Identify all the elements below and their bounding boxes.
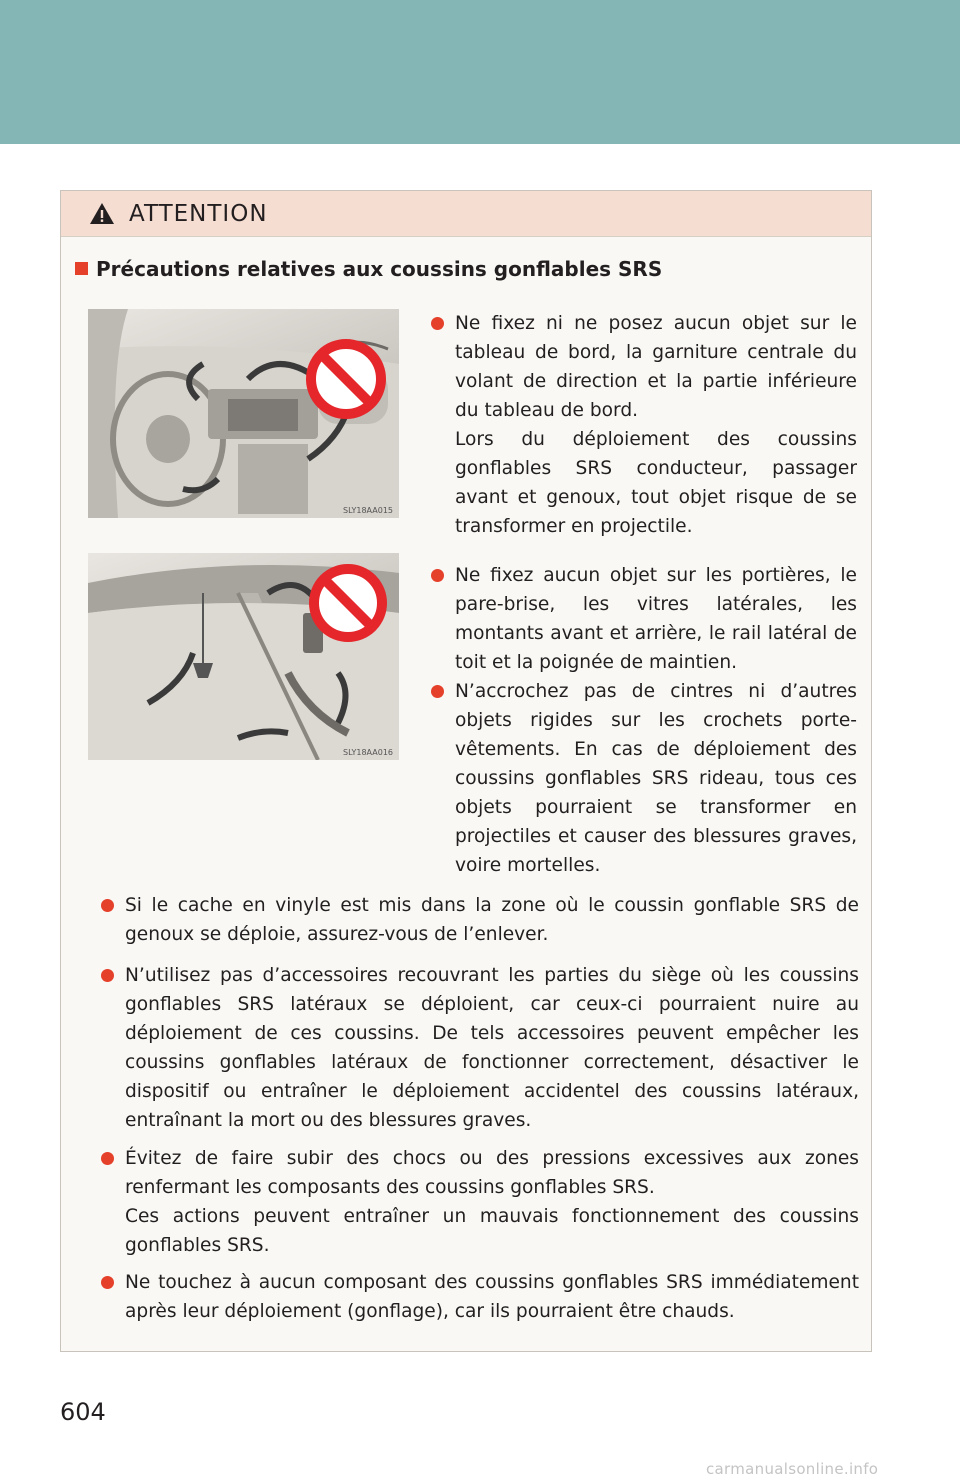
pillar-photo bbox=[88, 553, 399, 760]
bullet-icon bbox=[431, 685, 444, 698]
full-item bbox=[101, 1144, 859, 1260]
item-text: Évitez de faire subir des chocs ou des pressions excessives aux zones renfermant les composants des coussins gonflables SRS. bbox=[125, 1148, 859, 1198]
bullet-icon bbox=[101, 1152, 114, 1165]
full-item bbox=[101, 1268, 859, 1326]
warning-title: ATTENTION bbox=[129, 201, 268, 227]
section-title-text: Précautions relatives aux coussins gonflables SRS bbox=[96, 257, 663, 281]
item-text: N’utilisez pas d’accessoires recouvrant les parties du siège où les coussins gonflables SRS latéraux se déploient, car ceux-ci pourraient nuire au déploiement de ces coussins. De tels accessoires peuvent empêcher les coussins gonflables latéraux de fonctionner correctement, désactiver le dispositif ou entraîner le déploiement accidentel des coussins latéraux, entraînant la mort ou des blessures graves. bbox=[125, 965, 859, 1131]
section-title bbox=[75, 257, 662, 281]
warning-triangle-icon bbox=[89, 202, 115, 225]
bullet-icon bbox=[101, 1276, 114, 1289]
full-item bbox=[101, 961, 859, 1135]
full-item bbox=[101, 891, 859, 949]
warning-header bbox=[61, 191, 871, 237]
item-text: Ne fixez ni ne posez aucun objet sur le tableau de bord, la garniture centrale du volant de direction et la partie inférieure du tableau de bord. bbox=[455, 313, 857, 421]
watermark: carmanualsonline.info bbox=[706, 1460, 879, 1478]
bullet-icon bbox=[101, 899, 114, 912]
warning-box bbox=[60, 190, 872, 1352]
item-text: Ne fixez aucun objet sur les portières, le pare-brise, les vitres latérales, les montants avant et arrière, le rail latéral de toit et la poignée de maintien. bbox=[455, 565, 857, 673]
image-code: SLY18AA015 bbox=[343, 506, 393, 515]
item-text: N’accrochez pas de cintres ni d’autres objets rigides sur les crochets porte-vêtements. En cas de déploiement des coussins gonflables SRS rideau, tous ces objets pourraient se transformer en projectiles et causer des blessures graves, voire mortelles. bbox=[455, 681, 857, 876]
item-text: Lors du déploiement des coussins gonflables SRS conducteur, passager avant et genoux, tout objet risque de se transformer en projectile. bbox=[455, 429, 857, 537]
bullet-icon bbox=[431, 569, 444, 582]
dashboard-photo bbox=[88, 309, 399, 518]
image-code: SLY18AA016 bbox=[343, 748, 393, 757]
square-bullet-icon bbox=[75, 262, 88, 275]
dashboard-illustration bbox=[88, 309, 399, 518]
right-item bbox=[431, 309, 857, 541]
bullet-icon bbox=[431, 317, 444, 330]
pillar-illustration bbox=[88, 553, 399, 760]
top-color-band bbox=[0, 0, 960, 144]
item-text: Ne touchez à aucun composant des coussins gonflables SRS immédiatement après leur déploiement (gonflage), car ils pourraient être chauds. bbox=[125, 1272, 859, 1322]
right-item bbox=[431, 677, 857, 880]
right-item bbox=[431, 561, 857, 677]
bullet-icon bbox=[101, 969, 114, 982]
item-text: Ces actions peuvent entraîner un mauvais fonctionnement des coussins gonflables SRS. bbox=[125, 1206, 859, 1256]
page-number: 604 bbox=[60, 1398, 106, 1426]
item-text: Si le cache en vinyle est mis dans la zone où le coussin gonflable SRS de genoux se déploie, assurez-vous de l’enlever. bbox=[125, 895, 859, 945]
